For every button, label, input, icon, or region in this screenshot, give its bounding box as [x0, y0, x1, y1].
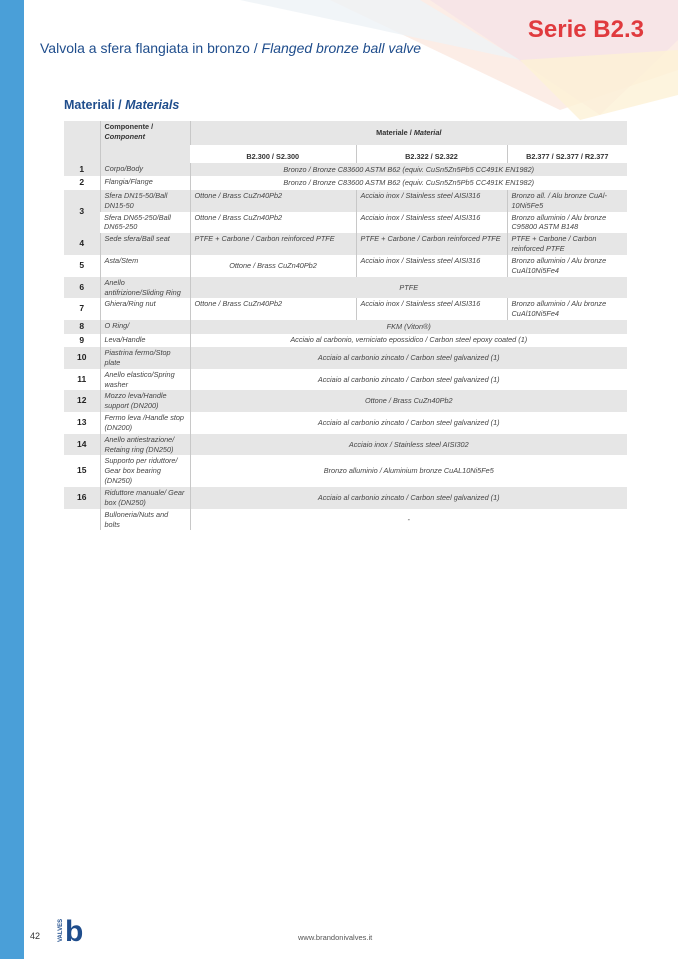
table-row: 13 Fermo leva /Handle stop (DN200) Acciaio al carbonio zincato / Carbon steel galvanized (1) — [64, 412, 627, 434]
blue-sidebar-stripe — [0, 0, 24, 959]
website-url: www.brandonivalves.it — [298, 933, 373, 942]
table-row: Sfera DN65-250/Ball DN65-250 Ottone / Brass CuZn40Pb2 Acciaio inox / Stainless steel AISI316 Bronzo alluminio / Alu bronze C95800 ASTM B148 — [64, 212, 627, 234]
table-row: 11 Anello elastico/Spring washer Acciaio al carbonio zincato / Carbon steel galvanized (1) — [64, 369, 627, 391]
component-header: Componente / Component — [100, 121, 190, 163]
material-header: Materiale / Material — [190, 121, 627, 145]
section-title: Materiali / Materials — [64, 98, 180, 112]
table-row: Bulloneria/Nuts and bolts - — [64, 509, 627, 531]
table-row: 3 Sfera DN15-50/Ball DN15-50 Ottone / Brass CuZn40Pb2 Acciaio inox / Stainless steel AISI316 Bronzo all. / Alu bronze CuAl-10Ni5Fe5 — [64, 190, 627, 212]
table-row: 5 Asta/Stem Ottone / Brass CuZn40Pb2 Acciaio inox / Stainless steel AISI316 Bronzo alluminio / Alu bronze CuAl10Ni5Fe4 — [64, 255, 627, 277]
table-row: 12 Mozzo leva/Handle support (DN200) Ottone / Brass CuZn40Pb2 — [64, 390, 627, 412]
logo-letter: b — [65, 915, 84, 944]
table-row: 1 Corpo/Body Bronzo / Bronze C83600 ASTM B62 (equiv. CuSn5Zn5Pb5 CC491K EN1982) — [64, 163, 627, 176]
logo-text: VALVES — [58, 918, 64, 942]
table-row: 16 Riduttore manuale/ Gear box (DN250) Acciaio al carbonio zincato / Carbon steel galvanized (1) — [64, 487, 627, 509]
page-number: 42 — [30, 931, 41, 941]
table-row: 9 Leva/Handle Acciaio al carbonio, verniciato epossidico / Carbon steel epoxy coated (1) — [64, 334, 627, 347]
page-subtitle: Valvola a sfera flangiata in bronzo / Flanged bronze ball valve — [40, 40, 422, 56]
table-row: 15 Supporto per riduttore/ Gear box bearing (DN250) Bronzo alluminio / Aluminium bronze CuAL10Ni5Fe5 — [64, 455, 627, 487]
brandoni-logo — [56, 908, 90, 944]
table-row: 8 O Ring/ FKM (Viton®) — [64, 320, 627, 333]
table-row: 7 Ghiera/Ring nut Ottone / Brass CuZn40Pb2 Acciaio inox / Stainless steel AISI316 Bronzo alluminio / Alu bronze CuAl10Ni5Fe4 — [64, 298, 627, 320]
table-header-row — [64, 121, 627, 145]
materials-table — [64, 121, 627, 530]
col-b2377: B2.377 / S2.377 / R2.377 — [507, 145, 627, 163]
table-row: 10 Piastrina fermo/Stop plate Acciaio al carbonio zincato / Carbon steel galvanized (1) — [64, 347, 627, 369]
table-row: 2 Flangia/Flange Bronzo / Bronze C83600 ASTM B62 (equiv. CuSn5Zn5Pb5 CC491K EN1982) — [64, 176, 627, 189]
table-row: 6 Anello antifrizione/Sliding Ring PTFE — [64, 277, 627, 299]
col-b2322: B2.322 / S2.322 — [356, 145, 507, 163]
series-title: Serie B2.3 — [527, 16, 644, 43]
table-row: 4 Sede sfera/Ball seat PTFE + Carbone / Carbon reinforced PTFE PTFE + Carbone / Carbon reinforced PTFE PTFE + Carbone / Carbon reinforced PTFE — [64, 233, 627, 255]
col-b2300: B2.300 / S2.300 — [190, 145, 356, 163]
table-row: 14 Anello antiestrazione/ Retaing ring (DN250) Acciaio inox / Stainless steel AISI302 — [64, 434, 627, 456]
